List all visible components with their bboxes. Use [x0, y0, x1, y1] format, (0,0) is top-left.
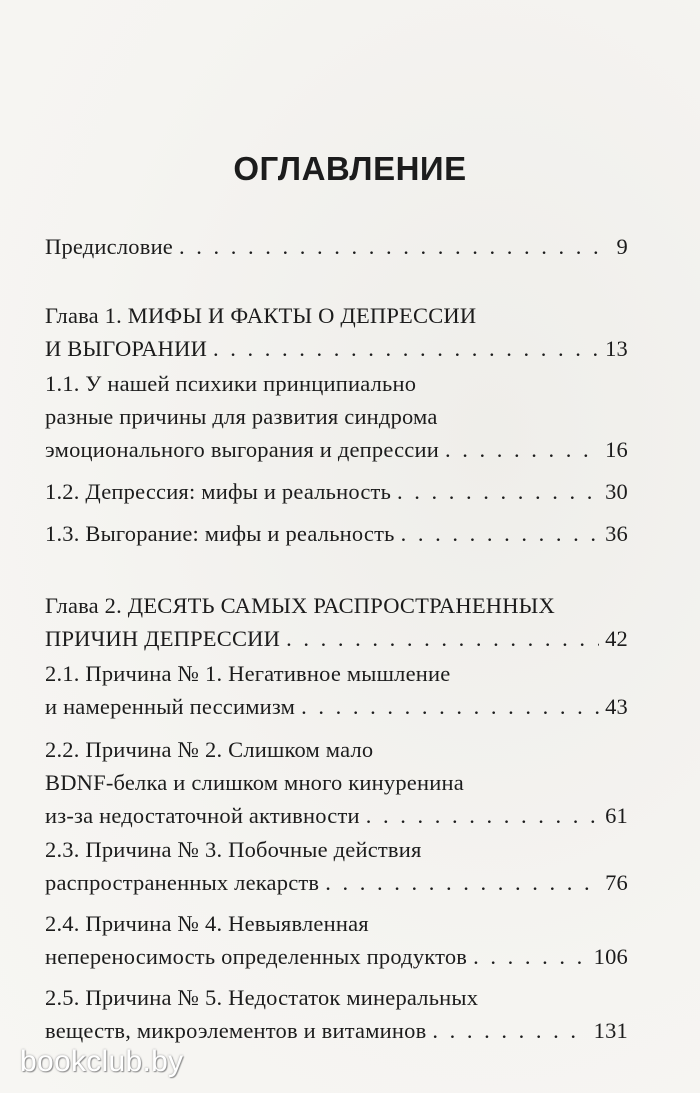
- toc-entry-title: Предисловие: [45, 234, 173, 259]
- toc-entry-title: и намеренный пессимизм: [45, 694, 296, 719]
- leader-dots: [286, 622, 599, 655]
- toc-entry-2-3: [45, 833, 628, 899]
- toc-entry-2-1: [45, 657, 628, 723]
- toc-entry-line: 2.4. Причина № 4. Невыявленная: [45, 911, 369, 936]
- leader-dots: [179, 230, 611, 263]
- toc-page-number: 13: [605, 336, 628, 361]
- leader-dots: [325, 866, 599, 899]
- toc-page-number: 36: [605, 521, 628, 546]
- toc-page-number: 106: [593, 944, 628, 969]
- leader-dots: [397, 475, 599, 508]
- toc-page-number: 42: [605, 626, 628, 651]
- toc-page-number: 16: [605, 437, 628, 462]
- toc-page-number: 9: [616, 234, 628, 259]
- leader-dots: [301, 690, 599, 723]
- toc-page-number: 131: [593, 1018, 628, 1043]
- toc-entry-title: веществ, микроэлементов и витаминов: [45, 1018, 427, 1043]
- toc-page-number: 30: [605, 479, 628, 504]
- leader-dots: [213, 332, 599, 365]
- leader-dots: [401, 517, 600, 550]
- page-title: ОГЛАВЛЕНИЕ: [233, 150, 467, 187]
- leader-dots: [445, 433, 599, 466]
- toc-entry-title: 1.3. Выгорание: мифы и реальность: [45, 521, 395, 546]
- toc-entry-line: 2.5. Причина № 5. Недостаток минеральных: [45, 985, 479, 1010]
- toc-entry-1-2: [45, 475, 628, 508]
- toc-entry-line: Глава 1. МИФЫ И ФАКТЫ О ДЕПРЕССИИ: [45, 303, 477, 328]
- toc-entry-line: BDNF-белка и слишком много кинуренина: [45, 770, 464, 795]
- toc-entry-preface: [45, 230, 628, 263]
- toc-entry-title: распространенных лекарств: [45, 870, 320, 895]
- toc-page-number: 76: [605, 870, 628, 895]
- toc-entry-chapter-1: [45, 299, 628, 365]
- toc-entry-title: из-за недостаточной активности: [45, 803, 360, 828]
- toc-entry-title: ПРИЧИН ДЕПРЕССИИ: [45, 626, 281, 651]
- toc-page-number: 43: [605, 694, 628, 719]
- toc-entry-line: 1.1. У нашей психики принципиально: [45, 371, 417, 396]
- toc-entry-2-4: [45, 907, 628, 973]
- toc-entry-1-3: [45, 517, 628, 550]
- toc-entry-line: 2.3. Причина № 3. Побочные действия: [45, 837, 422, 862]
- toc-entry-chapter-2: [45, 589, 628, 655]
- toc-entry-title: эмоционального выгорания и депрессии: [45, 437, 439, 462]
- toc-page-number: 61: [605, 803, 628, 828]
- toc-entry-line: разные причины для развития синдрома: [45, 404, 438, 429]
- toc-entry-1-1: [45, 367, 628, 466]
- toc-entry-line: Глава 2. ДЕСЯТЬ САМЫХ РАСПРОСТРАНЕННЫХ: [45, 593, 555, 618]
- toc-entry-line: 2.1. Причина № 1. Негативное мышление: [45, 661, 451, 686]
- leader-dots: [366, 799, 599, 832]
- site-watermark: bookclub.by: [20, 1045, 184, 1078]
- toc-entry-line: 2.2. Причина № 2. Слишком мало: [45, 737, 374, 762]
- toc-entry-2-2: [45, 733, 628, 832]
- toc-entry-title: 1.2. Депрессия: мифы и реальность: [45, 479, 392, 504]
- toc-entry-title: непереносимость определенных продуктов: [45, 944, 468, 969]
- leader-dots: [432, 1014, 587, 1047]
- toc-entry-2-5: [45, 981, 628, 1047]
- toc-entry-title: И ВЫГОРАНИИ: [45, 336, 208, 361]
- leader-dots: [473, 940, 588, 973]
